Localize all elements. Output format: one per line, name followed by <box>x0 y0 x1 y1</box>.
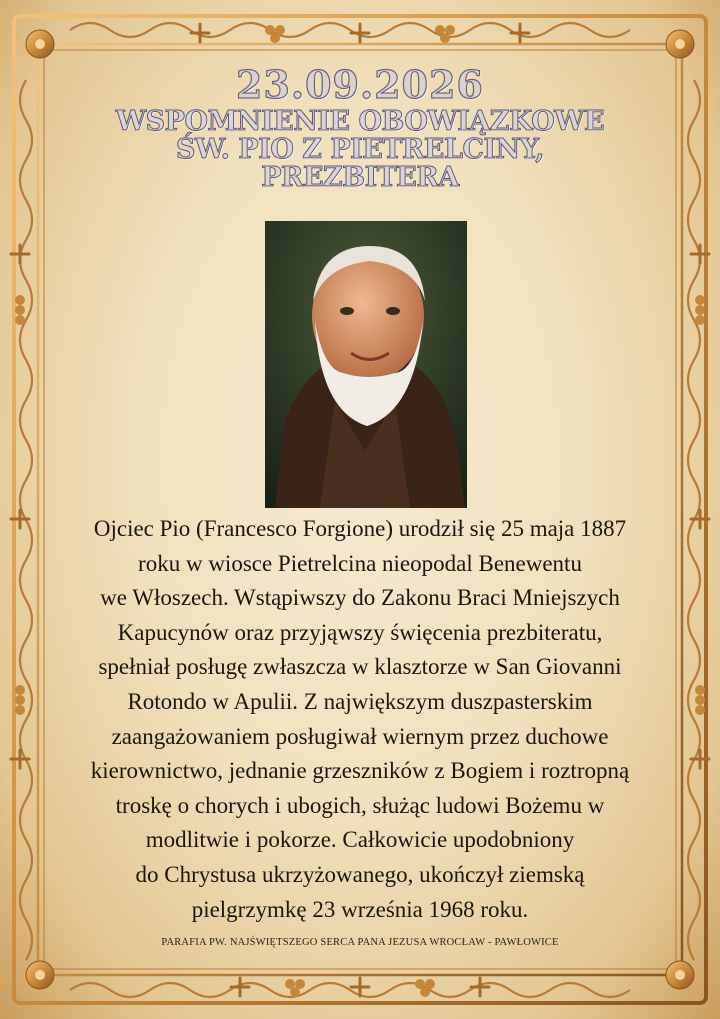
bio-line: Rotondo w Apulii. Z największym duszpasterskim <box>127 688 593 714</box>
title-line-3: PREZBITERA <box>261 162 459 193</box>
header <box>40 62 680 192</box>
bio-line: pielgrzymkę 23 września 1968 roku. <box>191 896 529 922</box>
bio-line: do Chrystusa ukrzyżowanego, ukończył ziemską <box>135 861 585 887</box>
title-line-2: ŚW. PIO Z PIETRELCINY, <box>176 134 544 165</box>
bio-line: zaangażowaniem posługiwał wiernym przez duchowe <box>111 723 609 749</box>
bio-line: modlitwie i pokorze. Całkowicie upodobniony <box>145 827 575 853</box>
biography-text <box>54 512 666 927</box>
bio-line: roku w wiosce Pietrelcina nieopodal Benewentu <box>138 550 582 576</box>
bio-line: troskę o chorych i ubogich, służąc ludowi Bożemu w <box>115 792 605 818</box>
bio-line: Kapucynów oraz przyjąwszy święcenia prezbiteratu, <box>117 619 603 645</box>
parish-footer: PARAFIA PW. NAJŚWIĘTSZEGO SERCA PANA JEZUSA WROCŁAW - PAWŁOWICE <box>161 937 559 948</box>
feast-date: 23.09.2026 <box>236 62 484 107</box>
bio-line: kierownictwo, jednanie grzeszników z Bogiem i roztropną <box>90 758 630 784</box>
bio-line: we Włoszech. Wstąpiwszy do Zakonu Braci Mniejszych <box>100 585 620 611</box>
bio-line: Ojciec Pio (Francesco Forgione) urodził się 25 maja 1887 <box>93 516 627 541</box>
bio-line: spełniał posługę zwłaszcza w klasztorze w San Giovanni <box>98 654 622 680</box>
title-line-1: WSPOMNIENIE OBOWIĄZKOWE <box>115 106 605 137</box>
portrait-photo <box>265 221 467 508</box>
